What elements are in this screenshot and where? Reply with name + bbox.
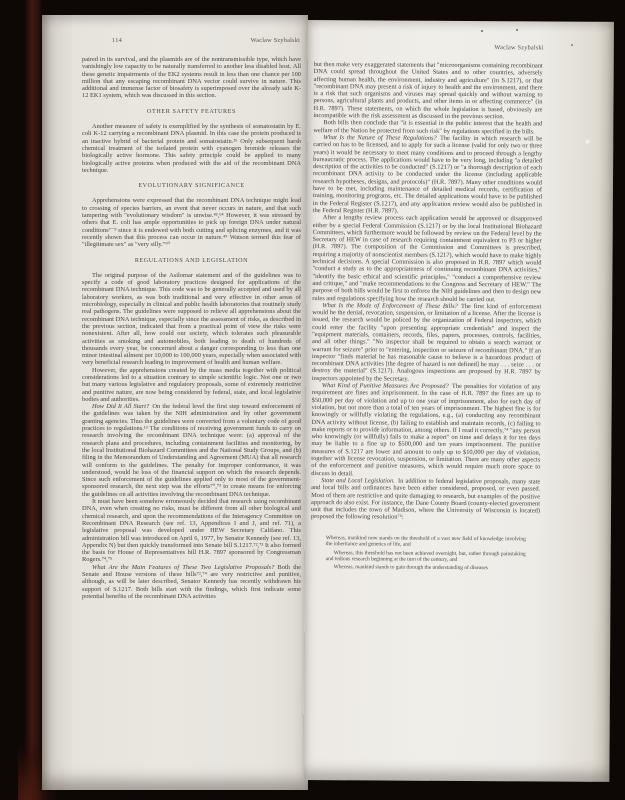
paragraph-lead-italic: How Did It All Start? xyxy=(92,403,150,411)
body-paragraph: paired in its survival, and the plasmids are of the nontransmissible type, which have vanishingly low capacity to be naturally transferred to another less disabled host. All these genetic impairments of the EK2 systems result in less than one chance per 100 million that any escaping recombinant DNA vector could survive in nature. This additional and immense factor of biosafety is superimposed over the already safe K-12 EK1 system, which was discussed in this section. xyxy=(82,56,301,100)
body-paragraph: What Are the Main Features of These Two Legislative Proposals? Both the Senate and House versions of these bills⁷²,⁷⁴ are very restrictive and punitive, although, as will be later described, Senator Kennedy has recently withdrawn his support of S.1217. Both bills start with the findings, which first indicate some potential benefits of the recombinant DNA activities xyxy=(82,563,301,600)
right-running-head xyxy=(314,43,544,54)
paragraph-lead-italic: State and Local Legislation. xyxy=(321,477,395,485)
body-paragraph: Both bills then conclude that "it is essential in the public interest that the health and welfare of the Nation be protected from such risk" by regulations specified in the bills. xyxy=(313,119,543,136)
left-page-body xyxy=(82,56,301,772)
paragraph-lead-italic: What Is the Mode of Enforcement of These Bills? xyxy=(322,301,458,310)
body-paragraph: Apprehensions were expressed that the recombinant DNA technique might lead to crossing of species barriers, an event that never occurs in nature, and that such tampering with "evolutionary wisdom" is unwise.⁴³,⁶⁴ However, it was stressed by others that E. coli has ample opportunities to pick up foreign DNA under natural conditions⁷⁻⁹ since it is endowed with both cutting and splicing enzymes, and it was recently shown that this process can occur in nature.⁴⁹ Watson termed this fear of "illegitimate sex" as "very silly."⁶⁰ xyxy=(82,197,301,249)
dust-speck xyxy=(586,140,589,143)
paragraph-lead-italic: What Kind of Punitive Measures Are Proposed? xyxy=(321,382,449,390)
body-paragraph: What Is the Mode of Enforcement of These Bills? The first kind of enforcement would be the denial, revocation, suspension, or limitation of a license. After the license is issued, the research would be policed by the organization of Federal inspectors, which could enter the facility "upon presenting appropriate credentials" and inspect the "equipment materials, containers, records, files, papers, processes, controls, facilities, and all other things." "No inspector shall be required to obtain a search warrant or warrant for seizure" prior to "entering, inspection or seizure of recombinant DNA." If an inspector "finds material he has reasonable cause to believe is a hazardous product of recombinant DNA activities [the degree of hazard is not defined] he may . . . seize . . . or destroy the material" (S.1217). Analogous inspections are proposed by H.R. 7897 by inspectors appointed by the Secretary. xyxy=(311,301,542,383)
book-spine-edge xyxy=(24,0,42,800)
body-paragraph: However, the apprehensions created by the mass media together with political considerations led to a situation contrary to simple scientific logic. Not one or two but many various legislative and regulatory proposals, some of extremely restrictive and punitive nature, are now being considered by federal, state, and local legislative bodies and authorities. xyxy=(82,366,301,403)
paragraph-lead-italic: What Is the Nature of These Regulations? xyxy=(323,134,437,142)
paragraph-lead-italic: What Are the Main Features of These Two Legislative Proposals? xyxy=(92,563,275,571)
body-paragraph: What Kind of Punitive Measures Are Proposed? The penalties for violation of any requirement are fines and imprisonment. In the case of H.R. 7897 the fines are up to $50,000 per day of violation and up to one year of imprisonment, also for each day of violation, but not more than a total of ten years of imprisonment. The highest fine is for knowingly or willfully violating the regulations, e.g., (a) conducting any recombinant DNA activity without license, (b) failing to establish and maintain records, (c) failing to make reports or to provide information, among others. If I read it correctly,⁷⁴ "any person who knowingly (or willfully) fails to make a report" on time and delays it for ten days may be liable to a fine up to $500,000 and ten years imprisonment. The punitive measures of S.1217 are lower and amount to only up to $10,000 per day of violation, together with license revocation, suspension, or limitation. There are many other aspects of the enforcement and punitive measures, which would require much more space to discuss in detail. xyxy=(311,382,541,477)
dust-speck xyxy=(571,44,573,46)
page-number: 114 xyxy=(112,37,123,44)
section-heading: REGULATIONS AND LEGISLATION xyxy=(134,257,249,264)
body-paragraph: The original purpose of the Asilomar statement and of the guidelines was to specify a code of good laboratory practices designed for applications of the recombinant DNA technique. This code was to be generally accepted and used by all laboratory workers, as was both traditional and very effective in other areas of microbiology, especially in clinical and public health laboratories that routinely study real pathogens. The guidelines were supposed to relieve all apprehensions about the recombinant DNA technique, especially since the assessment of risks, as described in the previous section, indicated that from a practical point of view the risks were nonexistent. After all, how could our society, which tolerates such pleasurable activities as smoking and automobiles, both leading to death of hundreds of thousands every year, be concerned about a danger corresponding to less than one minor intestinal ailment per 10,000 to 100,000 years, especially when associated with very beneficial research leading to improvement of health and human welfare. xyxy=(82,271,301,367)
left-running-head xyxy=(82,37,300,47)
body-paragraph: It must have been somehow erroneously decided that research using recombinant DNA, even when creating no risks, must be different from all other biological and chemical research, and upon the recommendations of the Interagency Committee on Recombinant DNA Research (see ref. 13, Appendices I and J, and ref. 71), a legislative proposal was developed under HEW Secretary Califano. This administration bill was introduced on April 6, 1977, by Senator Kennedy (see ref. 13, Appendix N) but then quickly transformed into Senate bill S.1217.⁷²,⁷³ It also formed the basis for House of Representatives bill H.R. 7897 sponsored by Congressman Rogers.⁷⁴,⁷⁵ xyxy=(82,498,301,564)
body-paragraph: How Did It All Start? On the federal level the first step toward enforcement of the guidelines was taken by the NIH administration and by other government granting agencies. Thus the guidelines were converted from a voluntary code of good practices to regulations.¹³ The conditions of receiving government funds to carry on research involving the recombinant DNA technique were: (a) approval of the research plans and procedures, including containment facilities and monitoring, by the local Institutional Biohazard Committees and the National Study Groups, and (b) filing in the Memorandum of Understanding and Agreement (MUA) that all research will conform to the guidelines. The penalty for improper conformance, it was understood, would be loss of the financial support on which the research depends. Since such enforcement of the guidelines applied only to most of the government-sponsored research, the next step was the efforts⁷⁰,⁷³ to create means for enforcing the guidelines on all activities involving the recombinant DNA technique. xyxy=(82,403,301,498)
resolution-clause: Whereas, mankind stands to gain through the understanding of diseases xyxy=(333,564,488,572)
left-page xyxy=(42,15,308,790)
section-heading: EVOLUTIONARY SIGNIFICANCE xyxy=(138,183,245,190)
running-head-author: Waclaw Szybalski xyxy=(250,37,300,44)
right-page xyxy=(303,20,614,782)
right-page-body xyxy=(309,61,542,774)
body-paragraph: After a lengthy review process each application would be approved or disapproved either by a special Federal Commission (S.1217) or by the local Institutional Biohazard Committees, which furthermore would be followed by review on the Federal level by the Secretary of HEW in case of research requiring containment equivalent to P3 or higher (H.R. 7897). The composition of the Commission and Committees is prescribed, requiring a majority of nonscientist members (S.1217), which would have to make highly technical decisions. A special Commission is also proposed in H.R. 7897 which would "conduct a study as to the appropriateness of continuing recombinant DNA activities," "identify the basic ethical and scientific principles," "conduct a comprehensive review and critique," and "make recommendations to the Congress and Secretary of HEW." The purpose of both bills would be first to enforce the NIH guidelines and then to design new rules and regulations specifying how the research should be carried out. xyxy=(312,214,542,303)
body-paragraph: State and Local Legislation. In addition to federal legislative proposals, many state and local bills and ordinances have been either considered, proposed, or even passed. Most of them are restrictive and quite damaging to research, but examples of the positive approach do also exist. For instance, the Dane County Board (county-elected government unit that includes the town of Madison, where the University of Wisconsin is located) proposed the following resolution⁷⁶: xyxy=(310,477,541,521)
section-heading: OTHER SAFETY FEATURES xyxy=(147,108,236,115)
body-paragraph: but then make very exaggerated statements that "microorganisms containing recombinant DNA could spread throughout the United States and to other countries, adversely affecting human health, the environment, industry and agriculture" (in S.1217), or that "recombinant DNA may present a risk of injury to health and the environment, and there is a risk that such organisms and viruses may spread quickly and without warning to persons, agricultural plants and products, and other items in or affecting commerce" (in H.R. 7897). These statements, on which the whole legislation is based, obviously are incompatible with the risk assessment as discussed in the previous section. xyxy=(313,61,543,121)
resolution-clause: Whereas, mankind now stands on the threshold of a vast new field of knowledge involving the inheritance and genetics of life, and xyxy=(325,534,526,548)
dust-speck xyxy=(481,30,483,32)
running-head-author: Waclaw Szybalski xyxy=(494,44,544,52)
body-paragraph: Another measure of safety is exemplified by the synthesis of somatostatin by E. coli K-12 carrying a recombinant DNA plasmid. In this case the protein produced is an inactive hybrid of bacterial protein and somatostatin.²⁶ Only subsequent harsh chemical treatment of the isolated protein with cyanogen bromide releases the biologically active hormone. This safety principle could be applied to many biologically active proteins when produced with the aid of the recombinant DNA technique. xyxy=(82,123,301,174)
resolution-clause: Whereas, this threshold has not been achieved overnight, but, rather through painstaking and tedious research beginning at the turn of the century, and xyxy=(325,549,526,563)
body-paragraph: What Is the Nature of These Regulations? The facility in which research will be carried on has to be licensed, and to apply for such a license (valid for only two or three years) it would be necessary to meet many conditions and to proceed through a lengthy bureaucratic process. The applications would have to be very long, including "a detailed description of the activities to be conducted" (S.1217) or "a thorough description of each recombinant DNA activity to be conducted under the license (including applicable research hypotheses, designs, and protocols)" (H.R. 7897). Many other conditions would have to be met, including maintenance of detailed medical records, certification of training, monitoring programs, etc. The detailed applications would have to be published in the Federal Register (S.1217), and any application review would also be published in the Federal Register (H.R. 7897). xyxy=(312,134,543,215)
dust-speck xyxy=(516,29,518,31)
